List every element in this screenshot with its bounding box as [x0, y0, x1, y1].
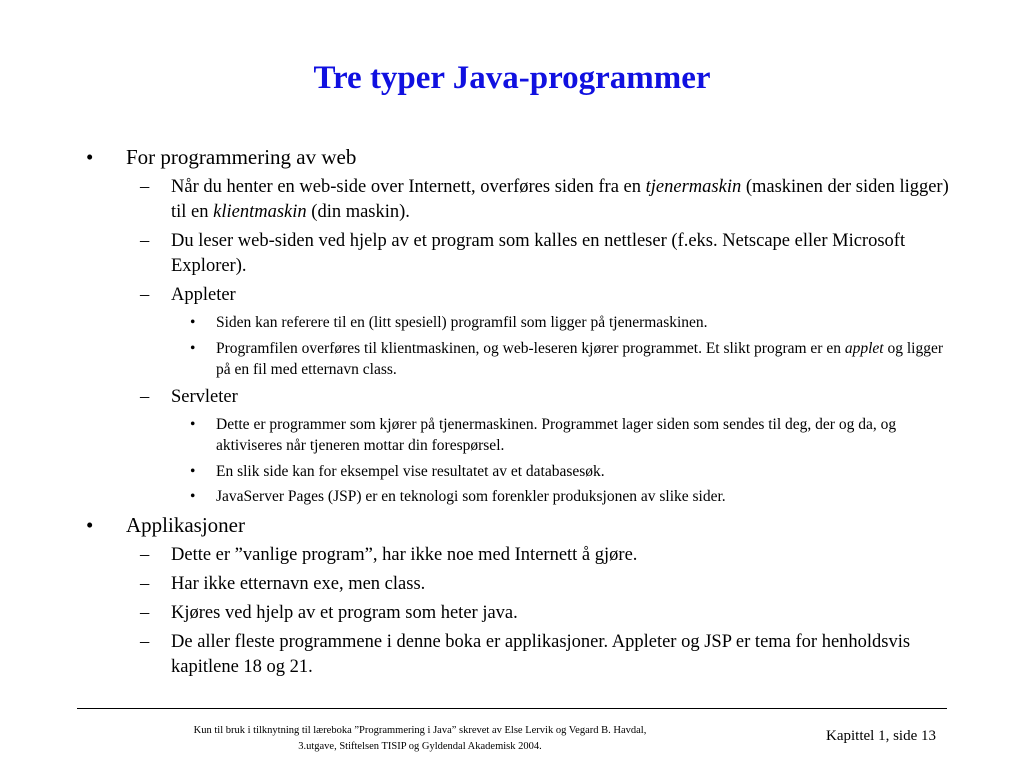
bullet-text-part: En slik side kan for eksempel vise resultatet av et databasesøk. [216, 462, 605, 480]
bullet-level-2 [0, 543, 1024, 568]
bullet-level-3 [0, 486, 1024, 508]
bullet-text [171, 601, 954, 626]
bullet-text-part: Siden kan referere til en (litt spesiell) programfil som ligger på tjenermaskinen. [216, 314, 708, 331]
bullet-level-2 [0, 630, 1024, 680]
dash-marker: – [140, 631, 150, 652]
bullet-text [171, 572, 954, 597]
bullet-text-part: Applikasjoner [126, 512, 245, 537]
dash-marker: – [140, 285, 150, 305]
bullet-marker: • [86, 145, 94, 169]
bullet-marker: • [190, 415, 196, 433]
bullet-text [171, 175, 954, 225]
bullet-text [171, 385, 954, 410]
dash-marker: – [140, 602, 150, 623]
bullet-level-1 [0, 143, 1024, 171]
bullet-text-part: Har ikke etternavn exe, men class. [171, 573, 426, 594]
bullet-text-part: Når du henter en web-side over Internett, overføres siden fra en [171, 177, 646, 197]
bullet-marker: • [190, 462, 196, 480]
footer-divider [77, 708, 947, 709]
bullet-marker: • [190, 339, 196, 357]
italic-term: tjenermaskin [645, 177, 742, 197]
dash-marker: – [140, 231, 150, 251]
bullet-text-part: og ligger på en fil med etternavn class. [216, 339, 944, 378]
bullet-level-3 [0, 312, 1024, 334]
bullet-text-part: Servleter [171, 386, 238, 407]
bullet-text [171, 229, 954, 279]
bullet-text [171, 630, 954, 680]
bullet-marker: • [190, 488, 196, 505]
bullet-text [216, 414, 944, 457]
dash-marker: – [140, 544, 150, 565]
bullet-level-3 [0, 461, 1024, 483]
bullet-text [216, 461, 944, 483]
slide-title: Tre typer Java-programmer [313, 60, 711, 96]
italic-term: applet [844, 339, 884, 357]
bullet-text [171, 543, 954, 568]
bullet-level-2 [0, 572, 1024, 597]
bullet-text-part: JavaServer Pages (JSP) er en teknologi som forenkler produksjonen av slike sider. [216, 488, 726, 505]
bullet-text-part: Appleter [171, 285, 236, 305]
bullet-marker: • [190, 314, 196, 331]
bullet-level-2 [0, 601, 1024, 626]
bullet-text [216, 338, 944, 381]
footer-copyright-note [120, 723, 720, 755]
bullet-level-3 [0, 414, 1024, 457]
footer-note-line-2: 3.utgave, Stiftelsen TISIP og Gyldendal Akademisk 2004. [298, 741, 542, 752]
bullet-text-part: Du leser web-siden ved hjelp av et program som kalles en nettleser (f.eks. Netscape eller Microsoft Explorer). [171, 231, 906, 276]
bullet-level-1 [0, 511, 1024, 539]
bullet-level-2 [0, 229, 1024, 279]
bullet-text-part: De aller fleste programmene i denne boka er applikasjoner. Appleter og JSP er tema for henholdsvis kapitlene 18 og 21. [171, 631, 911, 677]
bullet-level-2 [0, 385, 1024, 410]
dash-marker: – [140, 177, 150, 197]
dash-marker: – [140, 386, 150, 407]
bullet-text-part: Dette er programmer som kjører på tjenermaskinen. Programmet lager siden som sendes til deg, der og da, og aktiviseres når tjeneren mottar din forespørsel. [216, 415, 897, 454]
bullet-text [171, 283, 954, 308]
dash-marker: – [140, 573, 150, 594]
bullet-text [126, 511, 964, 539]
bullet-text-part: Kjøres ved hjelp av et program som heter java. [171, 602, 518, 623]
bullet-level-3 [0, 338, 1024, 381]
page-number: Kapittel 1, side 13 [826, 728, 936, 744]
bullet-text-part: (maskinen der siden ligger) til en [171, 177, 949, 222]
bullet-text [126, 143, 964, 171]
bullet-text-part: Dette er ”vanlige program”, har ikke noe med Internett å gjøre. [171, 544, 638, 565]
bullet-level-2 [0, 175, 1024, 225]
bullet-text-part: Programfilen overføres til klientmaskinen, og web-leseren kjører programmet. Et slikt program er en [216, 339, 845, 357]
italic-term: klientmaskin [213, 202, 307, 222]
bullet-text-part: For programmering av web [126, 145, 357, 169]
bullet-text [216, 486, 944, 508]
bullet-text [216, 312, 944, 334]
bullet-level-2 [0, 283, 1024, 308]
bullet-list [0, 140, 1024, 680]
bullet-text-part: (din maskin). [306, 202, 410, 222]
footer-note-line-1: Kun til bruk i tilknytning til læreboka ”Programmering i Java” skrevet av Else Lervik og Vegard B. Havdal, [193, 725, 647, 736]
bullet-marker: • [86, 512, 94, 537]
